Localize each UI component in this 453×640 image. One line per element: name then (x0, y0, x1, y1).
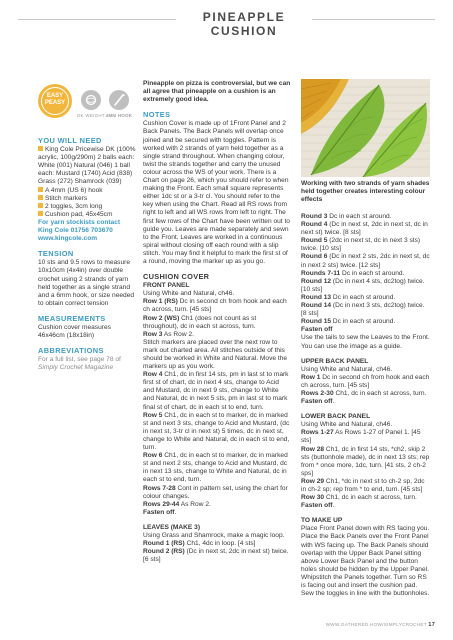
bullet-icon (38, 203, 43, 208)
measurements-heading: MEASUREMENTS (38, 313, 106, 323)
pattern-row (301, 374, 431, 390)
row-label: Round 6 (301, 253, 328, 261)
pattern-row (143, 331, 291, 339)
pattern-row (143, 540, 291, 548)
row-label: Row 30 (301, 494, 325, 502)
row-text: . (174, 508, 177, 516)
item-toggles: 2 toggles, 3cm long (45, 202, 103, 210)
pattern-row (143, 298, 291, 314)
item-line (38, 187, 138, 195)
row-text: Ch1, dc in each st across, turn. (333, 389, 427, 397)
spacer (301, 510, 431, 517)
lower-back-rows (301, 429, 431, 510)
page-title: PINEAPPLE CUSHION (202, 10, 286, 38)
notes-heading: NOTES (143, 110, 171, 120)
row-label: Round 5 (301, 237, 328, 245)
leaves-rows (143, 540, 291, 564)
pattern-row (301, 429, 431, 445)
page-footer (316, 622, 435, 628)
pattern-row (143, 452, 291, 484)
row-text: As Row 2. (179, 500, 211, 508)
pattern-row (301, 390, 431, 398)
row-label: Row 5 (143, 411, 163, 419)
row-label: Round 2 (RS) (143, 548, 185, 556)
bullet-icon (38, 146, 43, 151)
row-label: Fasten off (143, 508, 175, 516)
item-hook: A 4mm (US 6) hook (45, 186, 103, 194)
intro-text: Pineapple on pizza is controversial, but we can all agree that pineapple on a cushion is an extremely good idea. (143, 80, 291, 104)
row-text: (Dc in next st, 2dc in next st, dc in next st) twice. [8 sts] (301, 221, 428, 237)
page-number: 17 (428, 622, 435, 628)
pattern-row (301, 278, 431, 294)
abbreviations-magazine: Simply Crochet Magazine (38, 364, 114, 372)
leaves-note: Use the tails to sew the Leaves to the Front. You can use the image as a guide. (301, 334, 430, 350)
row-label: Round 12 (301, 277, 332, 285)
row-label: Fasten off (301, 398, 333, 406)
pattern-row (301, 302, 431, 318)
row-text: Dc in each st around. (331, 318, 396, 326)
abbreviations-text (38, 356, 138, 372)
yarn-line: King Cole Pricewise DK (100% acrylic, 100g/290m) 2 balls each: White (001) Natural (046) 1 ball each: Mustard (1740) Acid (838) Grass (272) Shamrock (039) (38, 146, 136, 186)
front-panel-rows (143, 298, 291, 517)
row-text: Dc in second ch from hook and each ch across, turn. [45 sts] (143, 298, 287, 314)
bullet-icon (38, 211, 43, 216)
row-text: Ch1, dc in each st to marker, dc in marked st and next 2 sts, change to Acid and Mustard, dc in next 13 sts, change to White and Natural, dc in each st to end, turn. (143, 452, 288, 484)
upper-back-intro: Using White and Natural, ch46. (301, 365, 393, 373)
row-text: Stitch markers are placed over the next row to mark out charted area. All stitches outside of this should be worked in White and Natural. Move the markers up as you work. (143, 338, 288, 371)
pattern-row (143, 548, 291, 564)
row-text: Dc in each st around. (331, 293, 396, 301)
front-intro: Using White and Natural, ch46. (143, 290, 235, 298)
pattern-row (143, 371, 291, 411)
pattern-row (143, 485, 291, 501)
item-cushion-pad: Cushion pad, 45x45cm (45, 210, 113, 218)
weight-caption: DK WEIGHT (77, 113, 105, 118)
leaves-intro: Using Grass and Shamrock, make a magic loop. (143, 531, 285, 539)
pattern-row (301, 478, 431, 494)
leaves-heading: LEAVES (MAKE 3) (143, 523, 201, 531)
stockists-website-link[interactable]: www.kingcole.com (38, 235, 98, 243)
pattern-row (143, 412, 291, 452)
row-text: (Dc in next 2 sts, 2dc in next st, dc in next 2 sts) twice. [12 sts] (301, 253, 430, 269)
you-will-need-heading: YOU WILL NEED (38, 136, 102, 145)
sidebar-column (38, 137, 138, 372)
row-label: Round 1 (RS) (143, 540, 185, 548)
header-rule-left (18, 19, 176, 20)
crochet-hook-icon (109, 90, 129, 110)
item-line (38, 211, 138, 219)
row-text: Ch1, dc in each st to marker, dc in marked st and next 3 sts, change to Acid and Mustard, (dc in next st, 3-tr cl in next st) 5 times, dc in next st, change to White and Natural, dc in each st to end, turn. (143, 411, 290, 452)
measurements-text: Cushion cover measures 46x46cm (18x18in) (38, 323, 111, 340)
pattern-row (301, 294, 431, 302)
row-text: Ch1 (does not count as st throughout), dc in each st across, turn. (143, 314, 257, 330)
abbreviations-heading: ABBREVIATIONS (38, 346, 104, 356)
hook-caption: 4MM HOOK (105, 113, 133, 118)
row-text: Ch1, *dc in next st to ch-2 sp, 2dc in ch-2 sp; rep from * to end, turn. [45 sts] (301, 477, 425, 493)
tension-heading: TENSION (38, 249, 74, 259)
difficulty-badges (38, 84, 138, 124)
row-label: Rows 29-44 (143, 500, 180, 508)
leaves-continued-rows (301, 213, 431, 334)
row-label: Rows 1-27 (301, 429, 334, 437)
row-label: Row 2 (WS) (143, 314, 180, 322)
spacer (143, 517, 291, 524)
item-line (38, 203, 138, 211)
make-up-heading: TO MAKE UP (301, 517, 343, 525)
row-text: Dc in each st around. (327, 213, 392, 220)
item-markers: Stitch markers (45, 194, 88, 202)
row-text: Ch1, dc in each st across, turn. (324, 494, 417, 502)
pattern-row (301, 213, 431, 221)
row-label: Rounds 7-11 (301, 269, 341, 277)
row-label: Row 1 (RS) (143, 298, 178, 306)
pattern-row (301, 326, 431, 334)
header-rule-right (312, 19, 435, 20)
row-text: . (332, 398, 335, 406)
bullet-icon (38, 195, 43, 200)
cushion-cover-heading: CUSHION COVER (143, 272, 210, 282)
row-text: (2dc in next st, dc in next 3 sts) twice. [10 sts] (301, 237, 421, 253)
lower-back-intro: Using White and Natural, ch46. (301, 421, 393, 429)
row-text: Ch1, 4dc in loop. [4 sts] (184, 540, 256, 548)
item-line (38, 195, 138, 203)
spacer (301, 406, 431, 413)
abbreviations-line: For a full list, see page 78 of (38, 356, 121, 364)
row-label: Rows 7-28 (143, 484, 176, 492)
lower-back-heading: LOWER BACK PANEL (301, 413, 371, 421)
pattern-row (301, 270, 431, 278)
row-label: Row 4 (143, 371, 163, 379)
pattern-row (301, 221, 431, 237)
right-column (301, 213, 431, 598)
pattern-row (143, 509, 291, 517)
page-header (0, 0, 453, 40)
upper-back-heading: UPPER BACK PANEL (301, 357, 369, 365)
tension-text: 10 sts and 9.5 rows to measure 10x10cm (4x4in) over double crochet using 2 strands of yarn held together as a single strand and a 6mm hook, or size needed to obtain correct tension (38, 259, 135, 307)
row-label: Fasten off (301, 502, 333, 510)
spacer (301, 351, 431, 358)
row-label: Row 3 (143, 330, 163, 338)
front-panel-heading: FRONT PANEL (143, 282, 190, 290)
row-text: . (332, 502, 335, 510)
pattern-row (301, 398, 431, 406)
upper-back-rows (301, 374, 431, 406)
pattern-row (143, 339, 291, 371)
row-text: Ch1, dc in first 14 sts, *ch2, skip 2 sts (buttonhole made), dc in next 13 sts; rep from * once more, 1dc, turn. [41 sts, 2 ch-2 sps] (301, 445, 430, 477)
pattern-row (143, 501, 291, 509)
bullet-icon (38, 187, 43, 192)
pattern-row (301, 318, 431, 326)
row-label: Round 14 (301, 302, 332, 310)
pattern-row (301, 494, 431, 502)
row-label: Round 3 (301, 213, 328, 220)
main-column (143, 80, 291, 564)
make-up-text: Place Front Panel down with RS facing you. Place the Back Panels over the Front Panel with WS facing up. The Back Panels should overlap with the Upper Back Panel sitting above Lower Back Panel and the button holes should be hidden by the Upper Panel. Whipstitch the Panels together. Turn so RS is facing out and insert the cushion pad. Sew the toggles in line with the buttonholes. (301, 525, 430, 598)
footer-site: WWW.GATHERED.HOW/SIMPLYCROCHET (325, 622, 427, 627)
row-text: (Dc in next st, 2dc in next st) twice. [6 sts] (143, 548, 289, 564)
stockists-phone: King Cole 01756 703670 (38, 227, 113, 235)
row-label: Round 4 (301, 221, 328, 229)
row-text: Cont in pattern set, using the chart for colour changes. (143, 484, 288, 500)
row-label: Row 6 (143, 452, 163, 460)
row-text: (Dc in next 3 sts, dc2tog) twice. [8 sts] (301, 302, 425, 318)
leaf-photo (301, 79, 430, 177)
pattern-row (301, 237, 431, 253)
row-text: Dc in each st around. (340, 269, 405, 277)
row-text: As Rows 1-27 of Panel 1. [45 sts] (301, 429, 421, 445)
row-label: Round 15 (301, 318, 332, 326)
photo-caption: Working with two strands of yarn shades held together creates interesting colour effects (301, 180, 430, 204)
easy-badge-line2: PEASY (44, 100, 66, 106)
pattern-row (301, 502, 431, 510)
pattern-row (143, 315, 291, 331)
yarn-weight-icon (81, 90, 101, 110)
easy-badge-line1: EASY (46, 93, 64, 99)
notes-text: Cushion Cover is made up of 1Front Panel and 2 Back Panels. The Back Panels will overlap once joined and be secured with toggles. Pattern is worked with 2 strands of yarn held together as a single strand throughout. When changing colour, twist the strands together and carry the unused colour across the WS of your work. There is a Chart on page 26, which you should refer to when making the Front. Each small square represents either 1dc st or a 3-tr cl. You should refer to the key when using the Chart. Read all RS rows from right to left and all WS rows from left to right. The first few rows of the Chart have been written out to guide you. Leaves are made separately and sewn to the Front. Leaves are worked in a continuous spiral without closing off each round with a slip stitch. You may find it helpful to mark the first st of a round, moving the marker up as you go. (143, 120, 290, 265)
row-text: (Dc in next 4 sts, dc2tog) twice. [10 sts] (301, 277, 425, 293)
pattern-row (301, 446, 431, 478)
row-label: Row 28 (301, 445, 325, 453)
row-label: Round 13 (301, 293, 332, 301)
row-label: Row 29 (301, 477, 325, 485)
row-label: Rows 2-30 (301, 389, 334, 397)
row-text: As Row 2. (162, 330, 194, 338)
pattern-row (301, 253, 431, 269)
row-label: Row 1 (301, 373, 321, 381)
row-text: Dc in second ch from hook and each ch across, turn. [45 sts] (301, 373, 430, 389)
row-label: Fasten off (301, 326, 333, 334)
easy-peasy-badge (38, 84, 72, 118)
yarn-requirements (38, 146, 138, 186)
stockists-line: For yarn stockists contact (38, 218, 121, 226)
row-text: Ch1, dc in first 14 sts, pm in last st to mark first st of chart, dc in next 4 sts, change to Acid and Mustard, dc in next 9 sts, change to White and Natural, dc in next 5 sts, pm in last st to mark final st of chart, dc in each st to end, turn. (143, 371, 289, 411)
